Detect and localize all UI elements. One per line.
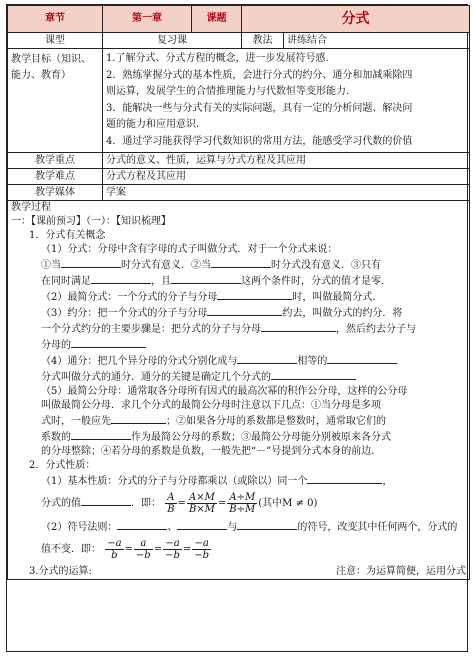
text: 分式的值 [41, 498, 81, 509]
text: 作为最简公分母的系数；③最简公分母能分别被原来各分式 [131, 432, 391, 443]
text: 系数的 [41, 432, 71, 443]
text: 这两个条件时，分式的值才是零． [241, 276, 391, 287]
goal-line: 1.了解分式、分式方程的概念，进一步发展符号感. [106, 53, 329, 64]
section-heading: 一：【课前预习】（一）：【知识梳理】 [11, 216, 171, 227]
fill-blank[interactable] [117, 519, 167, 530]
text: ，且 [151, 276, 171, 287]
method-value: 讲练结合 [284, 33, 470, 49]
fraction: $\frac{a}{-b}$ [135, 538, 151, 561]
text: ，然后约去分子与 [336, 324, 416, 335]
text: （2）符号法则： [41, 522, 118, 533]
text: 时，叫做最简分式． [292, 292, 383, 303]
concept-5e: 的分母整除；④若分母的系数是负数，一般先把“－”号提到分式本身的前边． [41, 446, 382, 457]
text: （1）基本性质：分式的分子与分母都乘以（或除以）同一个 [41, 476, 308, 487]
difficult-label: 教学难点 [8, 169, 103, 185]
fill-blank[interactable] [177, 519, 227, 530]
fill-blank[interactable] [271, 369, 356, 380]
text: 分式叫做分式的通分．通分的关键是确定几个分式的 [41, 372, 271, 383]
text: 的符号，改变其中任何两个，分式的 [297, 522, 458, 533]
text: 在同时满足 [41, 276, 91, 287]
chapter-value: 第一章 [103, 6, 192, 33]
topic-label: 课题 [192, 6, 242, 33]
fill-blank[interactable] [61, 257, 121, 268]
text: （2）最简分式：一个分式的分子与分母 [41, 292, 218, 303]
text: 约去，叫做分式的约分．将 [282, 308, 403, 319]
key-points-row [8, 153, 470, 169]
concept-3c [11, 337, 466, 353]
goal-line: 4．通过学习能获得学习代数知识的常用方法，能感受学习代数的价值 [106, 135, 413, 147]
fill-blank[interactable] [217, 289, 292, 300]
text: ；②如果各分母的系数都是整数时，通常取它们的 [166, 416, 386, 427]
text: 、 [167, 522, 178, 533]
concept-3b [11, 321, 466, 337]
fill-blank[interactable] [237, 353, 297, 364]
topic-value: 分式 [242, 6, 470, 33]
fill-blank[interactable] [81, 495, 131, 506]
chapter-label: 章节 [8, 6, 103, 33]
fill-blank[interactable] [111, 413, 166, 424]
fill-blank[interactable] [211, 257, 271, 268]
fraction: $\frac{A}{B}$ [167, 492, 175, 515]
goal-line: 题的能力和应用意识. [106, 119, 200, 130]
concept-5d [11, 429, 466, 445]
text: 值不变．即： [41, 544, 101, 555]
goal-line: 则运算，发展学生的合情推理能力与代数恒等变形能力. [106, 86, 350, 97]
text: 时分式没有意义．③只有 [271, 260, 381, 271]
text: 分母的 [41, 340, 71, 351]
media-label: 教学媒体 [8, 185, 103, 201]
text: 一个分式约分的主要步骤是：把分式的分子与分母 [41, 324, 261, 335]
key-points-label: 教学重点 [8, 153, 103, 169]
process-content [8, 201, 470, 580]
operations-line [11, 565, 466, 579]
process-title: 教学过程 [11, 202, 51, 213]
concept-4b [11, 369, 466, 385]
property-2a [11, 519, 466, 535]
fill-blank[interactable] [91, 273, 151, 284]
fill-blank[interactable] [171, 273, 241, 284]
key-points-value: 分式的意义、性质，运算与分式方程及其应用 [103, 153, 470, 169]
method-label: 教法 [242, 33, 284, 49]
concept-2 [11, 289, 466, 305]
goal-line: 2．熟练掌握分式的基本性质，会进行分式的约分、通分和加减乘除四 [106, 69, 413, 81]
item-heading: 2．分式性质： [29, 460, 96, 471]
lesson-type-label: 课型 [8, 33, 103, 49]
concept-1a: （1）分式：分母中含有字母的式子叫做分式．对于一个分式来说： [41, 244, 338, 255]
fill-blank[interactable] [207, 305, 282, 316]
fraction: $\frac{A\div M}{B\div M}$ [229, 492, 256, 515]
fill-blank[interactable] [71, 429, 131, 440]
fill-blank[interactable] [327, 353, 397, 364]
fill-blank[interactable] [237, 519, 297, 530]
header-row [8, 6, 470, 33]
lesson-plan-sheet [6, 4, 468, 652]
difficult-value: 分式方程及其应用 [103, 169, 470, 185]
item-heading: 1．分式有关概念 [29, 230, 106, 241]
concept-5a: （5）最简公分母：通常取各分母所有因式的最高次幂的积作公分母，这样的公分母 [41, 386, 408, 397]
text: 式时，一般应先 [41, 416, 111, 427]
property-1b: 分式的值 ．即： $\frac{A}{B}$ = $\frac{A\times M}{B\times M}$ = $\frac{A\div M}{B\div M}$ (其中M ≠ 0) [41, 492, 318, 515]
fill-blank[interactable] [261, 321, 336, 332]
fraction: $\frac{A\times M}{B\times M}$ [188, 492, 215, 515]
info-row [8, 33, 470, 49]
concept-3a [11, 305, 466, 321]
text: 时分式有意义．②当 [121, 260, 211, 271]
text: （3）约分：把一个分式的分子与分母 [41, 308, 208, 319]
concept-4a [11, 353, 466, 369]
concept-5b: 叫做最简公分母．求几个分式的最简公分母时注意以下几点：①当分母是多项 [41, 400, 381, 411]
concept-5c [11, 413, 466, 429]
concept-1b [11, 257, 466, 273]
fraction: $\frac{-a}{-b}$ [194, 538, 210, 561]
fill-blank[interactable] [71, 337, 146, 348]
text: ， [382, 476, 393, 487]
item-heading: 3.分式的运算: [29, 566, 92, 577]
fill-blank[interactable] [307, 473, 382, 484]
goal-line: 3．能解决一些与分式有关的实际问题，具有一定的分析问题、解决问 [106, 102, 413, 114]
text: （4）通分：把几个异分母的分式分别化成与 [41, 356, 238, 367]
fraction: $\frac{-a}{b}$ [107, 538, 122, 561]
process-row [8, 201, 470, 580]
note-text: 注意：为运算简便，运用分式 [336, 566, 466, 577]
text: 相等的 [297, 356, 328, 367]
property-1a [11, 473, 466, 489]
media-row [8, 185, 470, 201]
text: ．即： [131, 498, 161, 509]
difficult-row [8, 169, 470, 185]
fraction: $\frac{-a}{-b}$ [165, 538, 180, 561]
text: 与 [227, 522, 238, 533]
property-2b: 值不变．即： $\frac{-a}{b}$ = $\frac{a}{-b}$ = $\frac{-a}{-b}$ = $\frac{-a}{-b}$ [41, 538, 210, 561]
text: ①当 [41, 260, 61, 271]
text: (其中M ≠ 0) [258, 498, 318, 509]
media-value: 学案 [103, 185, 470, 201]
concept-1c [11, 273, 466, 289]
goals-label: 教学目标（知识、能力、教育） [8, 49, 103, 153]
goals-content [103, 49, 470, 153]
goals-row [8, 49, 470, 153]
lesson-plan-table [7, 5, 470, 580]
lesson-type-value: 复习课 [103, 33, 242, 49]
